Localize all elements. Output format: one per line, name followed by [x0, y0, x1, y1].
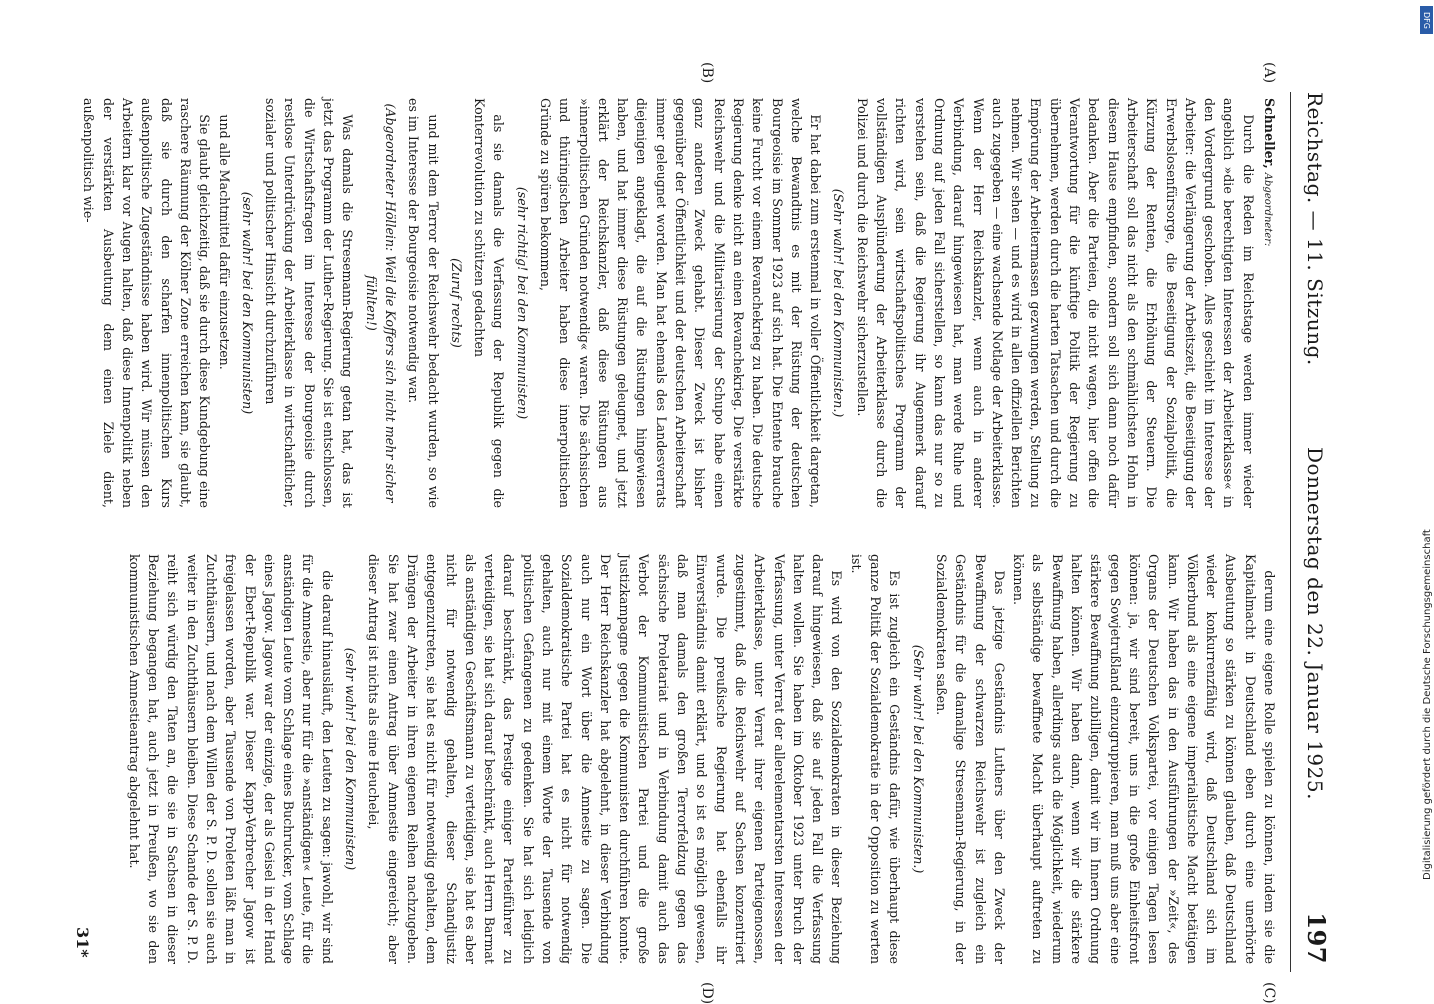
interjection: (Abgeordneter Höllein: Weil die Koffers sich nicht mehr sicher fühlten!): [363, 103, 398, 503]
margin-mark-b: (B): [699, 62, 715, 84]
paragraph: Durch die Reden im Reichstage werden immer wieder angeblich »die berechtigten Interessen der Arbeiterklasse« in den Vordergrund geschoben. Alles geschieht im Interesse der Arbeiter: die Verlängerung der Arbeitszeit, die Beseitigung der Erwerbslosenfürsorge, die Beseitigung der Sozialpolitik, die Kürzung der Renten, die Erhöhung der Steuern. Die Arbeiterschaft soll das nicht als den schmählichsten Hohn in diesem Hause empfinden, sondern soll sich dann noch dafür bedanken. Aber die Parteien, die nicht wagen, hier offen die Verantwortung für die künftige Politik der Regierung zu übernehmen, werden durch die harten Tatsachen und durch die Empörung der Arbeitermassen gezwungen werden, Stellung zu nehmen. Wir sehen — und es wird in allen offiziellen Berichten auch zugegeben — eine wachsende Notlage der Arbeiterklasse. Wenn der Herr Reichskanzler, wenn auch in anderer Verbindung, darauf hingewiesen hat, man werde Ruhe und Ordnung auf jeden Fall sicherstellen, so kann das nur so zu verstehen sein, daß die Regierung ihr Augenmerk darauf richten wird, sein wirtschaftspolitisches Programm der vollständigen Ausplünderung der Arbeiterklasse durch die Polizei und durch die Reichswehr sicherzustellen.: [854, 98, 1256, 508]
speaker-name: Schneller,: [1262, 98, 1277, 169]
paragraph: die darauf hinausläuft, den Leuten zu sagen: jawohl, wir sind für die Amnestie, aber nur für die »anständigen« Leute, für die anständigen Leute vom Schlage eines Buchrucker, vom Schlage eines Jagow. Jagow war der einzige, der als Geisel in der Hand der Ebert-Republik war. Dieser Kapp-Verbrecher Jagow ist freigelassen worden, aber Tausende von Proleten läßt man in Zuchthäusern, und nach dem Willen der S. P. D. sollen sie auch weiter in den Zuchthäusern bleiben. Diese Schande der S. P. D. reiht sich würdig den Taten an, die sie in Sachsen in dieser Beziehung begangen hat, auch jetzt in Preußen, wo sie den kommunistischen Amnestieantrag abgelehnt hat.: [126, 554, 335, 964]
paragraph: Er hat dabei zum erstenmal in voller Öffentlichkeit dargetan, welche Bewandtnis es mit der Rüstung der deutschen Bourgeoisie im Sommer 1923 auf sich hat. Die Entente brauche keine Furcht vor einem Revanchekrieg zu haben. Die deutsche Regierung denke nicht an einen Revanchekrieg. Die verstärkte Reichswehr und die Militarisierung der Schupo habe einen ganz anderen Zweck gehabt. Dieser Zweck ist bisher gegenüber der Öffentlichkeit und der deutschen Arbeiterschaft immer geleugnet worden. Man hat ehemals des Landesverrats diejenigen angeklagt, die auf die Rüstungen hingewiesen haben, und hat immer diese Rüstungen geleugnet, und jetzt erklärt der Reichskanzler, daß diese Rüstungen aus »innerpolitischen Gründen notwendig« waren. Die sächsischen und thüringischen Arbeiter haben diese innerpolitischen Gründe zu spüren bekommen,: [538, 98, 824, 508]
interjection: (Zuruf rechts): [448, 258, 464, 348]
header-date: Donnerstag den 22. Januar 1925.: [1303, 447, 1327, 800]
margin-mark-d: (D): [699, 982, 715, 1004]
left-column: [81, 98, 1279, 508]
speaker-line: [1258, 98, 1279, 508]
paragraph: als sie damals die Verfassung der Republik gegen die Konterrevolution zu schützen gedachten: [472, 98, 507, 508]
interjection: (Sehr wahr! bei den Kommunisten.): [831, 188, 847, 418]
interjection: (sehr richtig! bei den Kommunisten): [514, 186, 530, 420]
header-rule: [1290, 92, 1291, 972]
paragraph: Es ist zugleich ein Geständnis dafür, wie überhaupt diese ganze Politik der Sozialdemokratie in der Opposition zu werten ist.: [848, 554, 903, 964]
header-session: Reichstag. — 11. Sitzung.: [1303, 92, 1327, 366]
right-column: [89, 554, 1279, 964]
interjection: (Sehr wahr! bei den Kommunisten.): [910, 644, 926, 874]
document-page: [65, 62, 1335, 1004]
dfg-logo: DFG: [1420, 6, 1433, 34]
interjection: (sehr wahr! bei den Kommunisten): [343, 647, 359, 871]
paragraph: Sie glaubt gleichzeitig, daß sie durch diese Kundgebung eine raschere Räumung der Kölner Zone erreichen kann, sie glaubt, daß sie durch den scharfen innenpolitischen Kurs außenpolitische Zugeständnisse haben wird. Wir müssen den Arbeitern klar vor Augen halten, daß diese Innenpolitik neben der verstärkten Ausbeutung dem einen Ziele dient, außenpolitisch wie-: [81, 98, 213, 508]
margin-mark-c: (C): [1261, 982, 1277, 1004]
funding-note: Digitalisierung gefördert durch die Deutsche Forschungsgemeinschaft: [1422, 529, 1433, 880]
interjection: (sehr wahr! bei den Kommunisten): [239, 191, 255, 415]
page-number: 197: [1302, 912, 1331, 964]
sheet-number: 31*: [73, 927, 92, 958]
paragraph: und alle Machtmittel dafür einzusetzen.: [216, 114, 232, 370]
paragraph: und mit dem Terror der Reichswehr bedacht wurden, so wie es im Interesse der Bourgeoisie notwendig war.: [406, 98, 441, 508]
margin-mark-a: (A): [1261, 62, 1277, 84]
paragraph: Was damals die Stresemann-Regierung getan hat, das ist jetzt das Programm der Luther-Regierung. Sie ist entschlossen, die Wirtschaftsfragen im Interesse der Bourgeoisie durch restlose Unterdrückung der Arbeiterklasse in wirtschaftlicher, sozialer und politischer Hinsicht durchzuführen: [263, 98, 356, 508]
paragraph: Das jetzige Geständnis Luthers über den Zweck der Bewaffnung der schwarzen Reichswehr ist zugleich ein Geständnis für die damalige Stresemann-Regierung, in der Sozialdemokraten saßen.: [933, 554, 1007, 964]
paragraph: Es wird von den Sozialdemokraten in dieser Beziehung darauf hingewiesen, daß sie auf jeden Fall die Verfassung halten wollen. Sie haben im Oktober 1923 unter Bruch der Verfassung, unter Verrat der allerelementarsten Interessen der Arbeiterklasse, unter Verrat ihrer eigenen Parteigenossen, zugestimmt, daß die Reichswehr auf Sachsen konzentriert wurde. Die preußische Regierung hat ebenfalls ihr Einverständnis damit erklärt, und so ist es möglich gewesen, daß man damals den großen Terrorfeldzug gegen das sächsische Proletariat und in Verbindung damit auch das Verbot der Kommunistischen Partei und die große Justizkampagne gegen die Kommunisten durchführen konnte. Der Herr Reichskanzler hat abgelehnt, in dieser Verbindung auch nur ein Wort über die Amnestie zu sagen. Die Sozialdemokratische Partei hat es nicht für notwendig gehalten, auch nur mit einem Worte der Tausende von politischen Gefangenen zu gedenken. Sie hat sich lediglich darauf beschränkt, das Prestige einiger Parteiführer zu verteidigen, sie hat sich darauf beschränkt, auch Herrn Barmat als anständigen Geschäftsmann zu verteidigen, sie hat es aber nicht für notwendig gehalten, dieser Schandjustiz entgegenzutreten, sie hat es nicht für notwendig gehalten, dem Drängen der Arbeiter in ihren eigenen Reihen nachzugeben. Sie hat zwar einen Antrag über Amnestie eingereicht; aber dieser Antrag ist nichts als eine Heuchelei,: [366, 554, 845, 964]
page-header: [1291, 92, 1335, 972]
paragraph: derum eine eigene Rolle spielen zu können, indem sie die Kapitalmacht in Deutschland eben durch eine unerhörte Ausbeutung so stärken zu können glauben, daß Deutschland wieder konkurrenzfähig wird, daß Deutschland sich im Völkerbund als eine eigene imperialistische Macht betätigen kann. Wir haben das in den Ausführungen der »Zeit«, des Organs der Deutschen Volkspartei, vor einigen Tagen lesen können: ja, wir sind bereit, uns in die große Einheitsfront gegen Sowjetrußland einzugruppieren, man muß uns aber eine stärkere Bewaffnung zubilligen, damit wir im Innern Ordnung halten können. Wir haben dann, wenn wir die stärkere Bewaffnung haben, allerdings auch die Möglichkeit, wiederum als selbständige bewaffnete Macht überhaupt auftreten zu können.: [1011, 554, 1277, 964]
speaker-role: Abgeordneter:: [1262, 172, 1273, 247]
